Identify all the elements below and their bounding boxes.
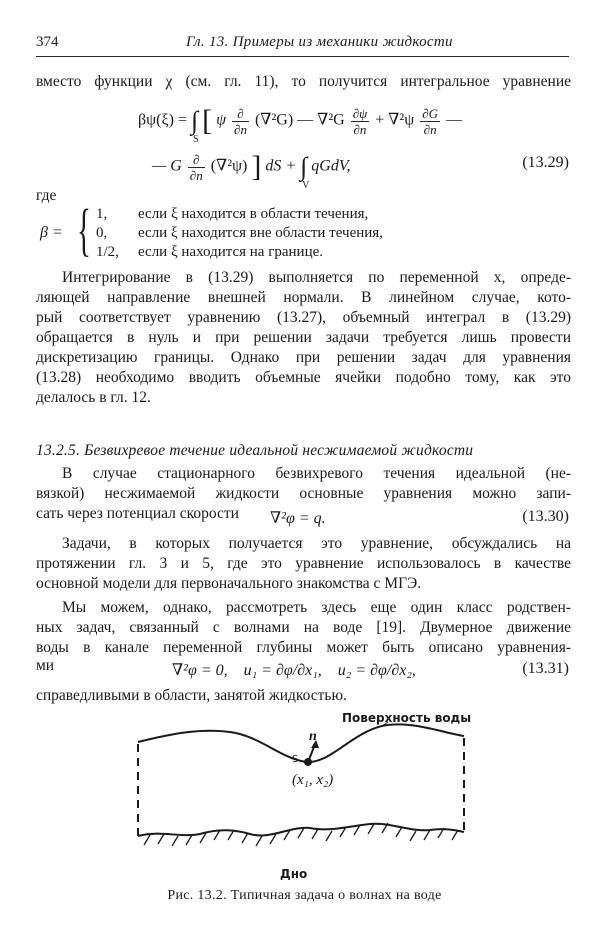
equation-number-13-30: (13.30) bbox=[522, 508, 569, 525]
eq1-nabla2psi: ∇²ψ bbox=[388, 111, 415, 129]
left-brace: { bbox=[76, 197, 91, 262]
intro-line: вместо функции χ (см. гл. 11), то получится интегральное уравнение bbox=[36, 73, 571, 90]
normal-label: n bbox=[309, 729, 317, 744]
eq1-nabla2g: ∇²G bbox=[317, 111, 345, 129]
frac-dpsi-dn: $\frac{\partial\psi}{\partial n}$ bbox=[352, 105, 368, 137]
eq1-grad-g: (∇²G) — bbox=[254, 111, 314, 129]
para4-line-3: воды в канале переменной глубины может быть описано уравнения- bbox=[36, 639, 571, 656]
para4-line-1: Мы можем, однако, рассмотреть здесь еще один класс родствен- bbox=[62, 599, 571, 616]
para5-line: справедливыми в области, занятой жидкостью. bbox=[36, 687, 347, 704]
where-word: где bbox=[36, 187, 57, 204]
eq1-grad-psi: (∇²ψ) bbox=[210, 157, 248, 175]
equation-13-29-line2 bbox=[152, 150, 351, 191]
section-heading: 13.2.5. Безвихревое течение идеальной несжимаемой жидкости bbox=[36, 442, 474, 459]
eq1-line2-start: — G bbox=[152, 157, 182, 175]
eq3-part1: ∇²φ = 0, bbox=[172, 662, 228, 679]
frac-dg-dn: $\frac{\partial G}{\partial n}$ bbox=[422, 105, 439, 137]
beta-lhs: β = bbox=[40, 224, 63, 241]
integral-sign-2: ∫ V bbox=[300, 152, 310, 191]
right-bracket: ] bbox=[251, 150, 262, 183]
eq1-ds: dS + bbox=[265, 157, 297, 175]
header-rule bbox=[36, 56, 569, 57]
equation-13-30: ∇²φ = q. bbox=[270, 510, 326, 527]
equation-number-13-31: (13.31) bbox=[522, 660, 569, 677]
equation-number-13-29: (13.29) bbox=[522, 154, 569, 171]
para1-line-4: обращается в нуль и при решении задачи требуется лишь провести bbox=[36, 329, 571, 346]
eq3-part3: u₂ = ∂φ/∂x₂, bbox=[337, 662, 416, 679]
para3-line-2: протяжении гл. 3 и 5, где это уравнение использовалось в качестве bbox=[36, 555, 571, 572]
eq1-qgdv: qGdV, bbox=[311, 157, 351, 175]
para3-line-1: Задачи, в которых получается это уравнение, обсуждались на bbox=[62, 535, 571, 552]
para1-line-5: дискретизацию границы. Однако при решении задач для уравнения bbox=[36, 349, 571, 366]
page-number: 374 bbox=[36, 34, 59, 50]
para3-line-3: основной модели для первоначального знакомства с МГЭ. bbox=[36, 575, 422, 592]
water-surface-curve bbox=[138, 724, 464, 762]
para2-line-3: сать через потенциал скорости bbox=[36, 505, 239, 522]
figure-caption: Рис. 13.2. Типичная задача о волнах на воде bbox=[167, 888, 442, 903]
equation-13-31 bbox=[172, 660, 416, 680]
integral-sub-2: V bbox=[302, 180, 310, 191]
frac-d-dn: $\frac{\partial}{\partial n}$ bbox=[234, 105, 247, 137]
para1-line-7: делалось в гл. 12. bbox=[36, 389, 151, 406]
surface-label: Поверхность воды bbox=[342, 711, 472, 725]
beta-definition: β = { 1, если ξ находится в области течения, 0, если ξ находится вне области течения, 1/2, если ξ находится на границе. bbox=[40, 197, 383, 262]
equation-13-29-line1 bbox=[138, 104, 463, 145]
left-bracket: [ bbox=[202, 104, 213, 137]
chapter-title: Гл. 13. Примеры из механики жидкости bbox=[186, 34, 453, 50]
eq1-lhs: βψ(ξ) = bbox=[138, 111, 187, 129]
water-wave-figure bbox=[120, 706, 500, 886]
eq1-plus: + bbox=[375, 111, 385, 129]
eq1-dash: — bbox=[446, 111, 463, 129]
point-label: (x₁, x₂) bbox=[292, 772, 334, 788]
bottom-label: Дно bbox=[280, 867, 308, 881]
para1-line-3: рый соответствует уравнению (13.27), объемный интеграл в (13.29) bbox=[36, 309, 571, 326]
para1-line-1: Интегрирование в (13.29) выполняется по переменной x, опреде- bbox=[62, 269, 571, 286]
para4-line-4: ми bbox=[36, 657, 55, 674]
integral-sign: ∫ S bbox=[190, 106, 199, 145]
para2-line-2: вязкой) несжимаемой жидкости основные уравнения можно запи- bbox=[36, 485, 571, 502]
para1-line-6: (13.28) необходимо вводить объемные ячейки подобно тому, как это bbox=[36, 369, 571, 386]
running-header bbox=[36, 34, 569, 56]
frac-d-dn-2: $\frac{\partial}{\partial n}$ bbox=[189, 151, 203, 183]
eq3-part2: u₁ = ∂φ/∂x₁, bbox=[243, 662, 322, 679]
para1-line-2: ляющей направление внешней нормали. В линейном случае, кото- bbox=[36, 289, 571, 306]
integral-sub: S bbox=[192, 134, 199, 145]
eq1-psi: ψ bbox=[216, 111, 227, 129]
para4-line-2: ных задач, связанный с волнами на воде [19]. Двумерное движение bbox=[36, 619, 571, 636]
para2-line-1: В случае стационарного безвихревого течения идеальной (не- bbox=[62, 465, 571, 482]
s-label: S bbox=[292, 754, 299, 765]
